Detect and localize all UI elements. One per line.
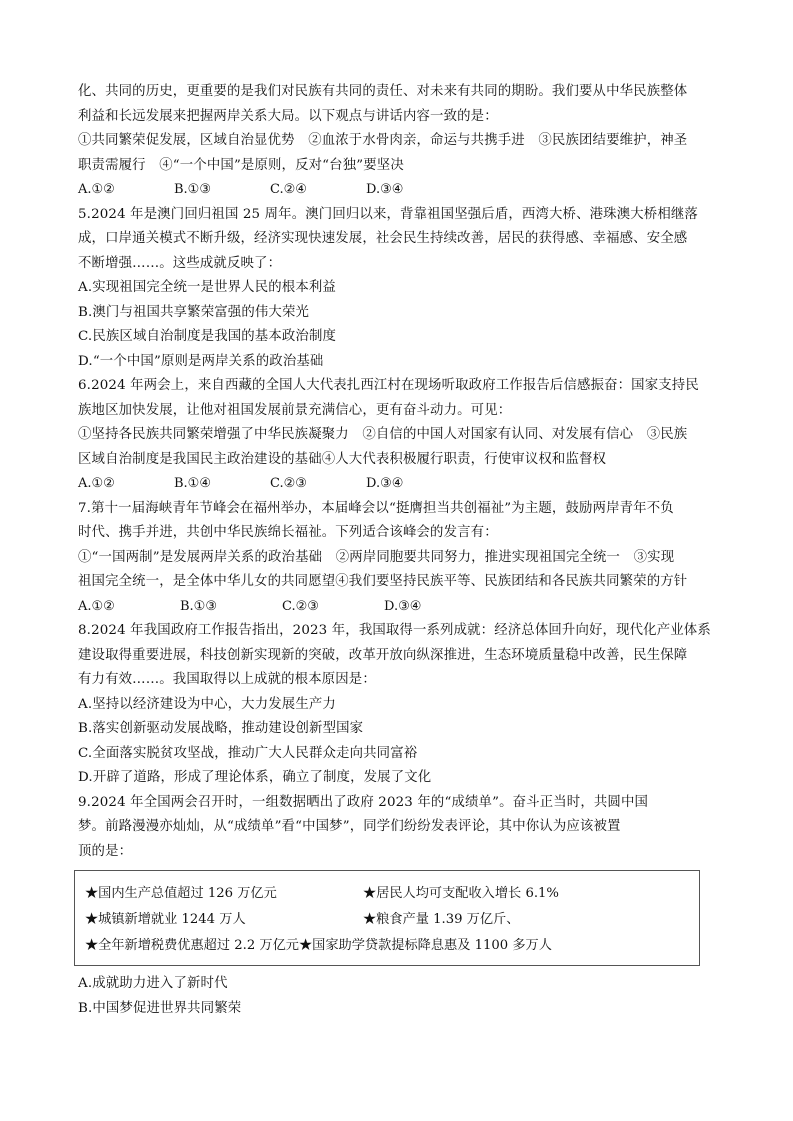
achievements-row-2 [85,907,691,933]
achievements-row-3 [85,933,691,959]
q8-option-a: A.坚持以经济建设为中心，大力发展生产力 [78,696,336,712]
q5-stem-line-2: 成，口岸通关模式不断升级，经济实现快速发展，社会民生持续改善，居民的获得感、幸福感、安全感 [78,231,688,246]
q8-option-d: D.开辟了道路，形成了理论体系，确立了制度，发展了文化 [78,770,432,785]
q6-stem-line-1: 6.2024 年两会上，来自西藏的全国人大代表扎西江村在现场听取政府工作报告后信感振奋：国家支持民 [78,378,699,393]
q8-stem-line-1: 8.2024 年我国政府工作报告指出，2023 年，我国取得一系列成就：经济总体回升向好，现代化产业体系 [78,623,711,638]
q7-stem-line-1: 7.第十一届海峡青年节峰会在福州举办，本届峰会以“挺膺担当共创福祉”为主题，鼓励两岸青年不负 [78,500,674,516]
q7-option-d: D.③④ [384,598,422,614]
q6-option-b: B.①④ [174,476,211,491]
q4-items-line-2: 职责需履行 ④“一个中国”是原则，反对“台独”要坚决 [78,157,404,173]
q4-option-a: A.①② [78,182,115,197]
q5-option-d: D.“一个中国”原则是两岸关系的政治基础 [78,353,324,369]
achievements-box [74,870,700,966]
q7-option-c: C.②③ [282,598,319,614]
q7-option-b: B.①③ [180,598,217,614]
q4-stem-line-2: 利益和长远发展来把握两岸关系大局。以下观点与讲话内容一致的是： [78,108,498,124]
q6-items-line-1: ①坚持各民族共同繁荣增强了中华民族凝聚力 ②自信的中国人对国家有认同、对发展有信心 ③民族 [78,427,688,442]
achievements-row-1 [85,881,691,907]
q6-option-c: C.②③ [270,476,307,491]
achievement-employment: ★城镇新增就业 1244 万人 [85,912,246,927]
q7-stem-line-2: 时代、携手并进，共创中华民族绵长福祉。下列适合该峰会的发言有： [78,525,498,540]
achievement-grain: ★粮食产量 1.39 万亿斤、 [363,912,520,927]
q5-option-b: B.澳门与祖国共享繁荣富强的伟大荣光 [78,304,310,320]
q9-option-b: B.中国梦促进世界共同繁荣 [78,1000,242,1016]
q4-option-c: C.②④ [270,182,307,197]
q8-stem-line-3: 有力有效……。我国取得以上成就的根本原因是： [78,672,376,687]
q4-items-line-1: ①共同繁荣促发展，区域自治显优势 ②血浓于水骨肉亲，命运与共携手进 ③民族团结要维护，神圣 [78,133,688,148]
q7-option-a: A.①② [78,598,115,614]
q4-stem-line-1: 化、共同的历史，更重要的是我们对民族有共同的责任、对未来有共同的期盼。我们要从中华民族整体 [78,84,688,99]
q5-stem-line-1: 5.2024 年是澳门回归祖国 25 周年。澳门回归以来，背靠祖国坚强后盾，西湾大桥、港珠澳大桥相继落 [78,206,698,222]
q4-option-b: B.①③ [174,182,211,197]
q9-stem-line-2: 梦。前路漫漫亦灿灿，从“成绩单”看“中国梦”，同学们纷纷发表评论，其中你认为应该被置 [78,819,621,834]
q9-stem-line-3: 顶的是： [78,843,133,859]
q9-stem-line-1: 9.2024 年全国两会召开时，一组数据晒出了政府 2023 年的“成绩单”。奋斗正当时，共圆中国 [78,794,649,810]
q9-option-a: A.成就助力进入了新时代 [78,976,228,991]
q5-option-c: C.民族区域自治制度是我国的基本政治制度 [78,329,337,344]
q4-option-d: D.③④ [366,182,404,197]
q6-items-line-2: 区域自治制度是我国民主政治建设的基础④人大代表积极履行职责，行使审议权和监督权 [78,451,607,467]
q6-stem-line-2: 族地区加快发展，让他对祖国发展前景充满信心，更有奋斗动力。可见： [78,402,512,418]
q6-options [78,472,718,497]
q4-options [78,178,718,203]
exam-page [78,80,718,1021]
q6-option-a: A.①② [78,476,115,491]
achievement-gdp: ★国内生产总值超过 126 万亿元 [85,886,277,901]
q6-option-d: D.③④ [366,476,404,491]
q7-items-line-1: ①“一国两制”是发展两岸关系的政治基础 ②两岸同胞要共同努力，推进实现祖国完全统一 ③实现 [78,549,675,565]
achievement-tax-and-loans: ★全年新增税费优惠超过 2.2 万亿元★国家助学贷款提标降息惠及 1100 多万人 [85,938,552,953]
q5-stem-line-3: 不断增强……。这些成就反映了： [78,255,282,271]
q8-stem-line-2: 建设取得重要进展，科技创新实现新的突破，改革开放向纵深推进，生态环境质量稳中改善，民生保障 [78,647,688,663]
q5-option-a: A.实现祖国完全统一是世界人民的根本利益 [78,280,336,295]
q7-items-line-2: 祖国完全统一，是全体中华儿女的共同愿望④我们要坚持民族平等、民族团结和各民族共同繁荣的方针 [78,574,688,589]
q8-option-b: B.落实创新驱动发展战略，推动建设创新型国家 [78,721,364,736]
q8-option-c: C.全面落实脱贫攻坚战，推动广大人民群众走向共同富裕 [78,745,418,761]
q7-options [78,595,718,620]
achievement-income: ★居民人均可支配收入增长 6.1% [363,886,559,901]
